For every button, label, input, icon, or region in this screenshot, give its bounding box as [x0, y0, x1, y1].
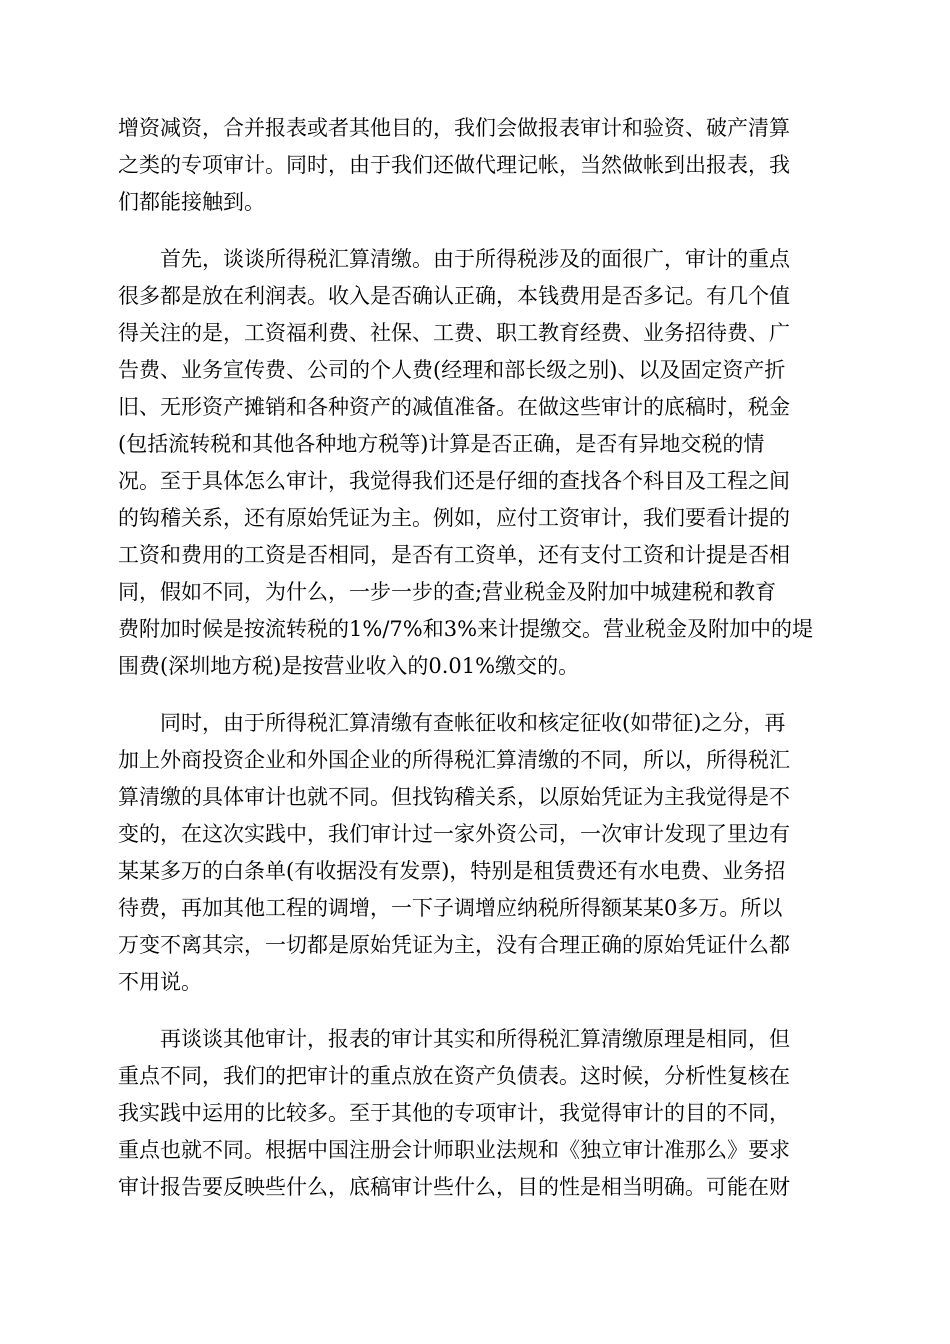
- text-line: 不用说。: [118, 970, 202, 994]
- paragraph-income-tax-settlement: [118, 241, 832, 685]
- text-line: 某某多万的白条单(有收据没有发票)，特别是租赁费还有水电费、业务招: [118, 859, 786, 883]
- text-line: 得关注的是，工资福利费、社保、工费、职工教育经费、业务招待费、广: [118, 321, 790, 345]
- text-line: 加上外商投资企业和外国企业的所得税汇算清缴的不同，所以，所得税汇: [118, 748, 790, 772]
- text-line: 重点不同，我们的把审计的重点放在资产负债表。这时候，分析性复核在: [118, 1064, 790, 1088]
- text-line: 万变不离其宗，一切都是原始凭证为主，没有合理正确的原始凭证什么都: [118, 933, 790, 957]
- paragraph-other-audits: [118, 1021, 832, 1206]
- text-line: 很多都是放在利润表。收入是否确认正确，本钱费用是否多记。有几个值: [118, 284, 790, 308]
- text-line: 围费(深圳地方税)是按营业收入的0.01%缴交的。: [118, 654, 580, 678]
- text-line: 况。至于具体怎么审计，我觉得我们还是仔细的查找各个科目及工程之间: [118, 469, 790, 493]
- text-line: 费附加时候是按流转税的1%/7%和3%来计提缴交。营业税金及附加中的堤: [118, 617, 814, 641]
- text-line: 增资减资，合并报表或者其他目的，我们会做报表审计和验资、破产清算: [118, 116, 790, 140]
- paragraph-collection-methods: [118, 705, 832, 1001]
- text-line: 工资和费用的工资是否相同，是否有工资单，还有支付工资和计提是否相: [118, 543, 790, 567]
- text-line: 们都能接触到。: [118, 190, 265, 214]
- text-line: 同，假如不同，为什么，一步一步的查;营业税金及附加中城建税和教育: [118, 580, 777, 604]
- text-line: 之类的专项审计。同时，由于我们还做代理记帐，当然做帐到出报表，我: [118, 153, 790, 177]
- text-line: 待费，再加其他工程的调增，一下子调增应纳税所得额某某0多万。所以: [118, 896, 783, 920]
- text-line: 的钩稽关系，还有原始凭证为主。例如，应付工资审计，我们要看计提的: [118, 506, 790, 530]
- text-line: 告费、业务宣传费、公司的个人费(经理和部长级之别)、以及固定资产折: [118, 358, 786, 382]
- text-line: 旧、无形资产摊销和各种资产的减值准备。在做这些审计的底稿时，税金: [118, 395, 790, 419]
- document-page: [118, 110, 832, 1226]
- text-line: 算清缴的具体审计也就不同。但找钩稽关系，以原始凭证为主我觉得是不: [118, 785, 790, 809]
- text-line: 重点也就不同。根据中国注册会计师职业法规和《独立审计准那么》要求: [118, 1138, 790, 1162]
- text-line: 我实践中运用的比较多。至于其他的专项审计，我觉得审计的目的不同，: [118, 1101, 790, 1125]
- text-line: 首先，谈谈所得税汇算清缴。由于所得税涉及的面很广，审计的重点: [160, 247, 790, 271]
- paragraph-capital-changes: [118, 110, 832, 221]
- text-line: 审计报告要反映些什么，底稿审计些什么，目的性是相当明确。可能在财: [118, 1175, 790, 1199]
- text-line: (包括流转税和其他各种地方税等)计算是否正确，是否有异地交税的情: [118, 432, 765, 456]
- text-line: 同时，由于所得税汇算清缴有查帐征收和核定征收(如带征)之分，再: [160, 711, 786, 735]
- text-line: 变的，在这次实践中，我们审计过一家外资公司，一次审计发现了里边有: [118, 822, 790, 846]
- text-line: 再谈谈其他审计，报表的审计其实和所得税汇算清缴原理是相同，但: [160, 1027, 790, 1051]
